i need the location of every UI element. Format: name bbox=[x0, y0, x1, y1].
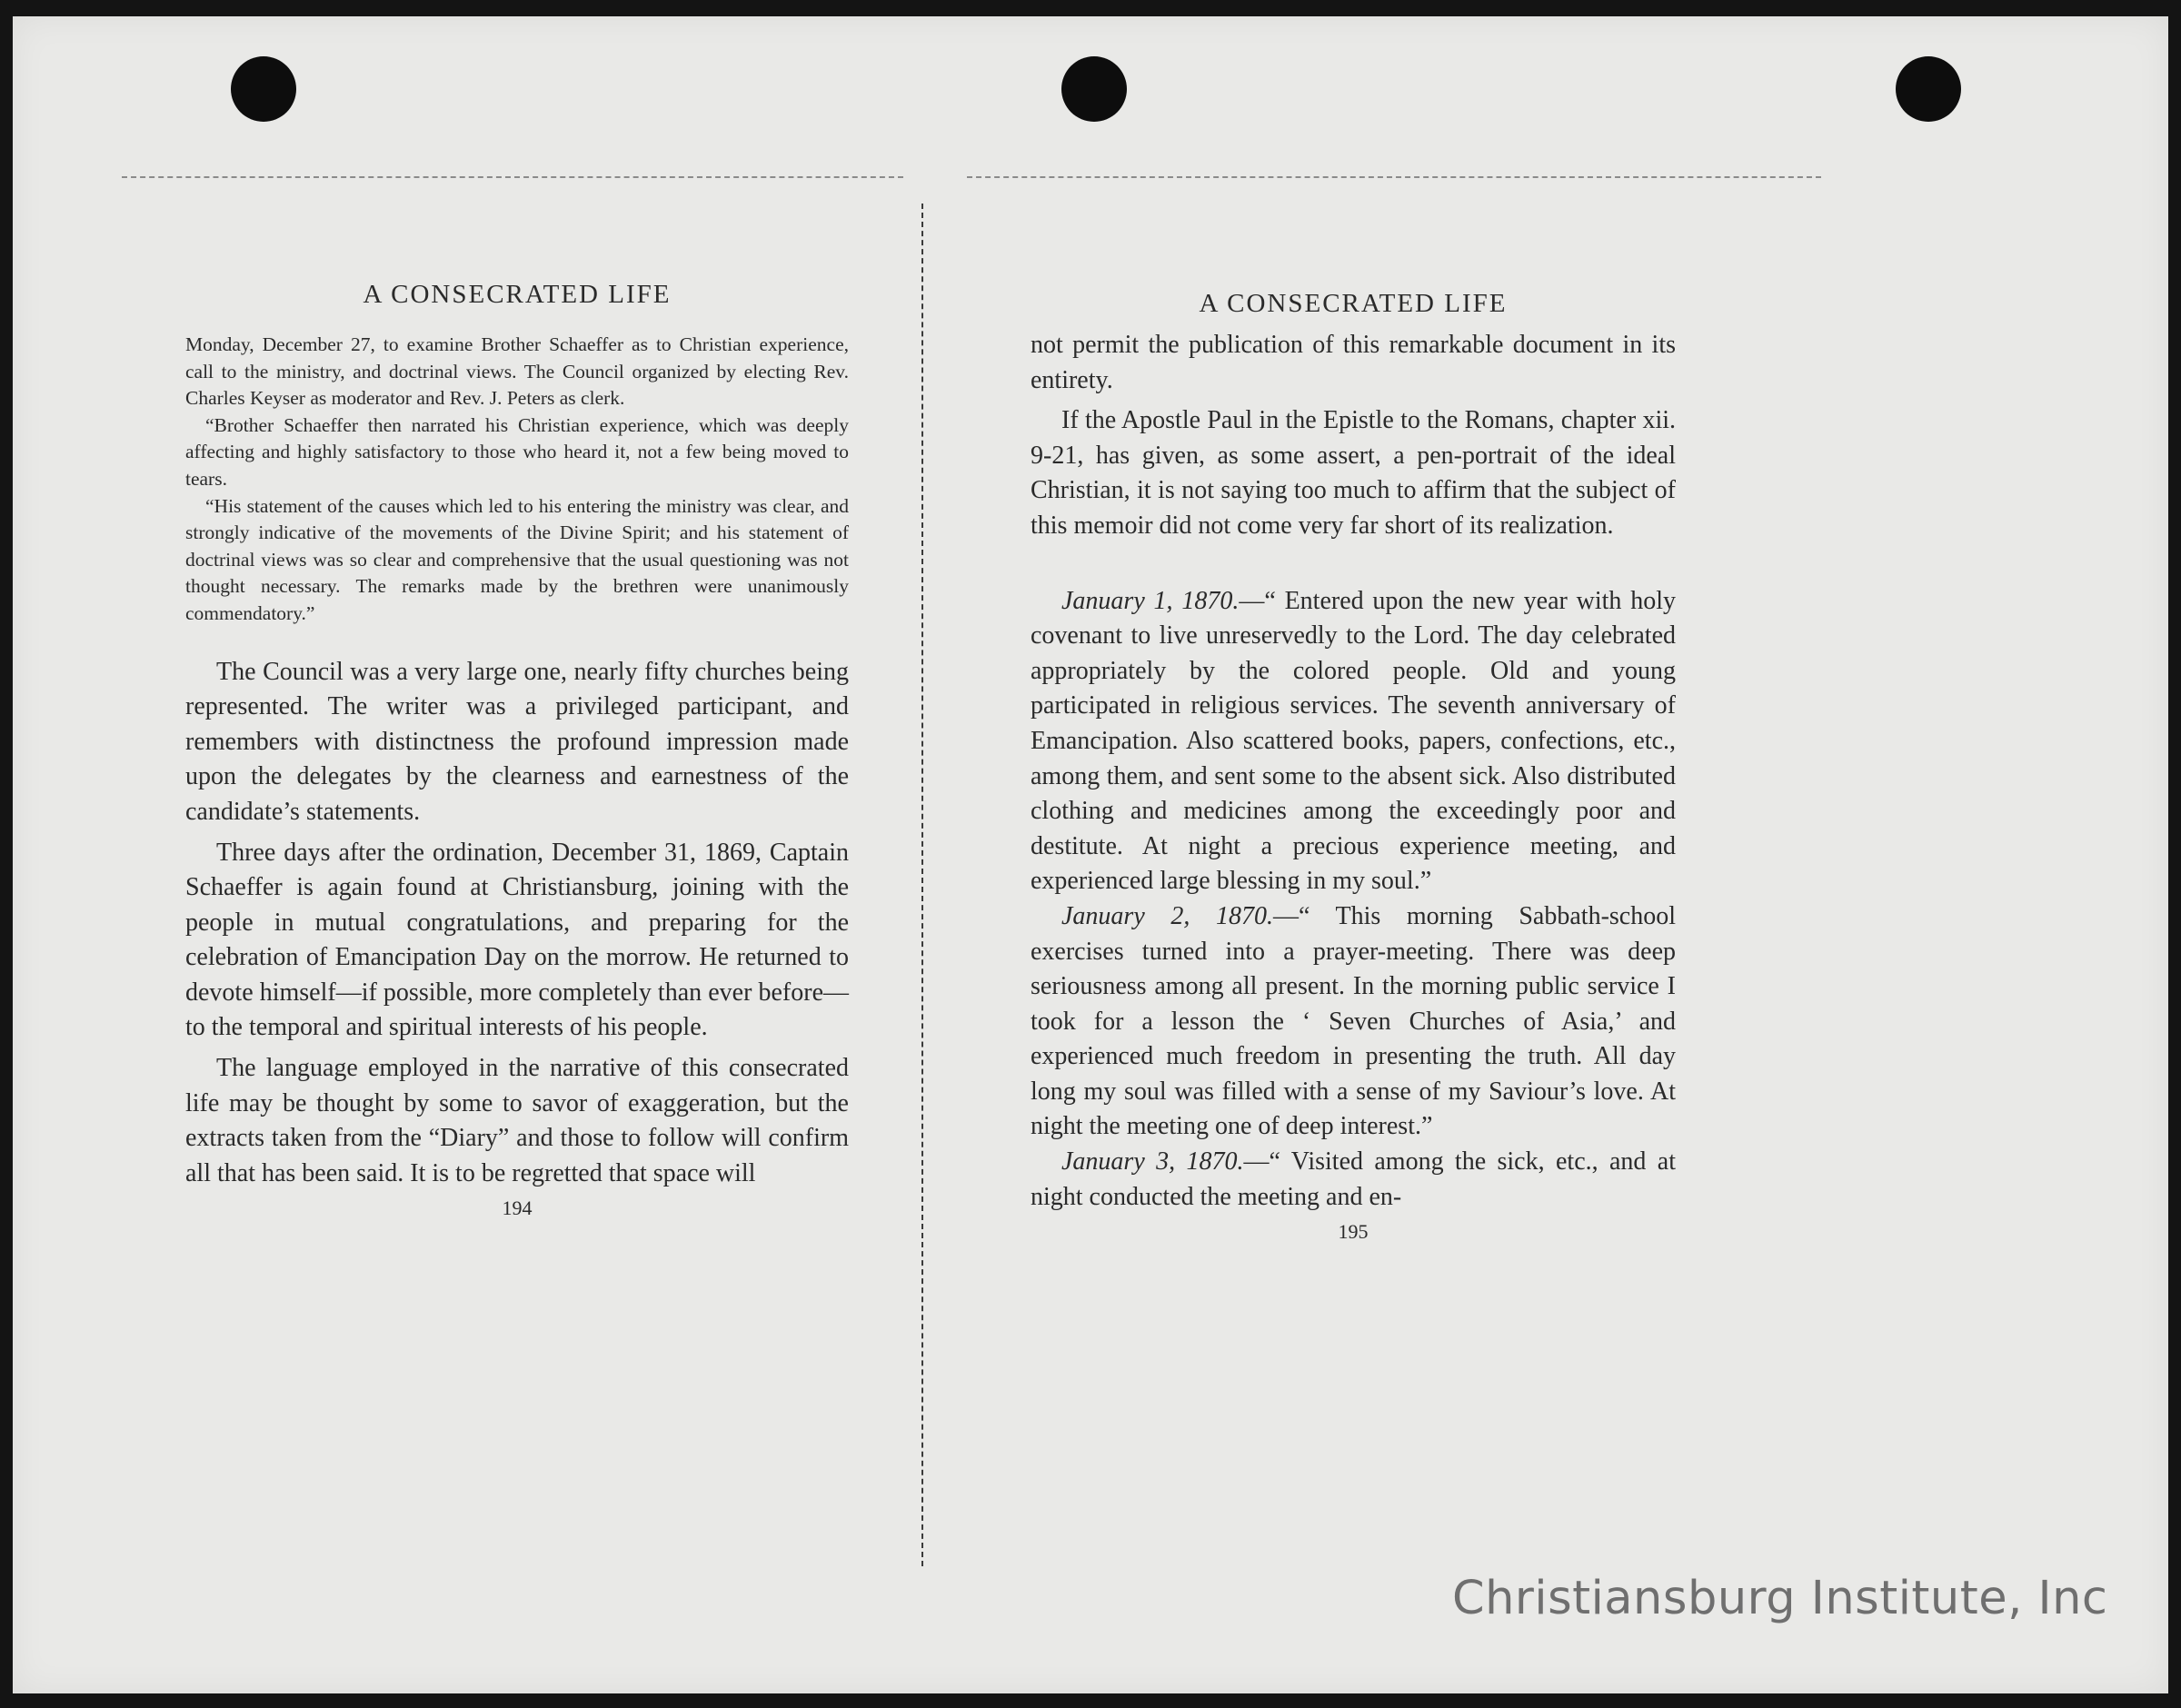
punch-hole-center bbox=[1061, 56, 1127, 122]
punch-hole-left bbox=[231, 56, 296, 122]
diary-entry-date: January 1, 1870. bbox=[1061, 586, 1240, 615]
diary-entry-text: —“ Visited among the sick, etc., and at night conducted the meeting and en- bbox=[1031, 1147, 1676, 1211]
paper-sheet bbox=[13, 16, 2168, 1693]
left-running-head: A CONSECRATED LIFE bbox=[363, 280, 672, 309]
right-running-head: A CONSECRATED LIFE bbox=[1199, 289, 1508, 318]
right-body-text bbox=[1031, 328, 1676, 544]
body-paragraph: not permit the publication of this remarkable document in its entirety. bbox=[1031, 331, 1676, 394]
page-number-left: 194 bbox=[502, 1197, 533, 1220]
punch-hole-right bbox=[1896, 56, 1961, 122]
council-report-quote bbox=[185, 332, 849, 628]
diary-entry-text: —“ Entered upon the new year with holy covenant to live unreservedly to the Lord. The day celebrated appropriately by the colored people. Old and young participated in religious services. The seventh anniversary of Emancipation. Also scattered books, papers, confections, etc., among them, and sent some to the absent sick. Also distributed clothing and medicines among the exceedingly poor and destitute. At night a precious experience meeting, and experienced large blessing in my soul.” bbox=[1031, 586, 1676, 896]
diary-entry-text: —“ This morning Sabbath-school exercises turned into a prayer-meeting. There was deep seriousness among all present. In the morning public service I took for a lesson the ‘ Seven Churches of Asia,’ and experienced much freedom in presenting the truth. All day long my soul was filled with a sense of my Saviour’s love. At night the meeting one of deep interest.” bbox=[1031, 901, 1676, 1141]
diary-entry bbox=[1031, 899, 1676, 1145]
quote-paragraph: Monday, December 27, to examine Brother Schaeffer as to Christian experience, call to the ministry, and doctrinal views. The Council organized by electing Rev. Charles Keyser as moderator and Rev. J. Peters as clerk. bbox=[185, 333, 849, 410]
trim-line-left bbox=[122, 176, 903, 178]
quote-paragraph: “His statement of the causes which led to his entering the ministry was clear, and strongly indicative of the movements of the Divine Spirit; and his statement of doctrinal views was so clear and comprehensive that the usual questioning was not thought necessary. The remarks made by the brethren were unanimously commendatory.” bbox=[185, 494, 849, 624]
diary-entry bbox=[1031, 1145, 1676, 1215]
diary-entry-date: January 3, 1870. bbox=[1061, 1147, 1244, 1177]
page-number-right: 195 bbox=[1338, 1220, 1369, 1244]
diary-entries bbox=[1031, 550, 1676, 1216]
trim-line-right bbox=[967, 176, 1821, 178]
left-body-text bbox=[185, 655, 849, 1192]
body-paragraph: If the Apostle Paul in the Epistle to the Romans, chapter xii. 9-21, has given, as some assert, a pen-portrait of the ideal Christian, it is not saying too much to affirm that the subject of this memoir did not come very far short of its realization. bbox=[1031, 406, 1676, 540]
body-paragraph: The Council was a very large one, nearly fifty churches being represented. The writer was a privileged participant, and remembers with distinctness the profound impression made upon the delegates by the clearness and earnestness of the candidate’s statements. bbox=[185, 657, 849, 826]
page-fold-divider bbox=[921, 204, 923, 1566]
right-page bbox=[1031, 289, 1676, 1244]
quote-paragraph: “Brother Schaeffer then narrated his Christian experience, which was deeply affecting and highly satisfactory to those who heard it, not a few being moved to tears. bbox=[185, 413, 849, 490]
archive-watermark: Christiansburg Institute, Inc bbox=[1452, 1572, 2108, 1625]
diary-entry-date: January 2, 1870. bbox=[1061, 901, 1273, 930]
left-page bbox=[185, 280, 849, 1220]
diary-entry bbox=[1031, 584, 1676, 899]
body-paragraph: Three days after the ordination, December 31, 1869, Captain Schaeffer is again found at Christiansburg, joining with the people in mutual congratulations, and preparing for the celebration of Emancipation Day on the morrow. He returned to devote himself—if possible, more completely than ever before—to the temporal and spiritual interests of his people. bbox=[185, 838, 849, 1042]
body-paragraph: The language employed in the narrative of this consecrated life may be thought by some to savor of exaggeration, but the extracts taken from the “Diary” and those to follow will confirm all that has been said. It is to be regretted that space will bbox=[185, 1054, 849, 1187]
